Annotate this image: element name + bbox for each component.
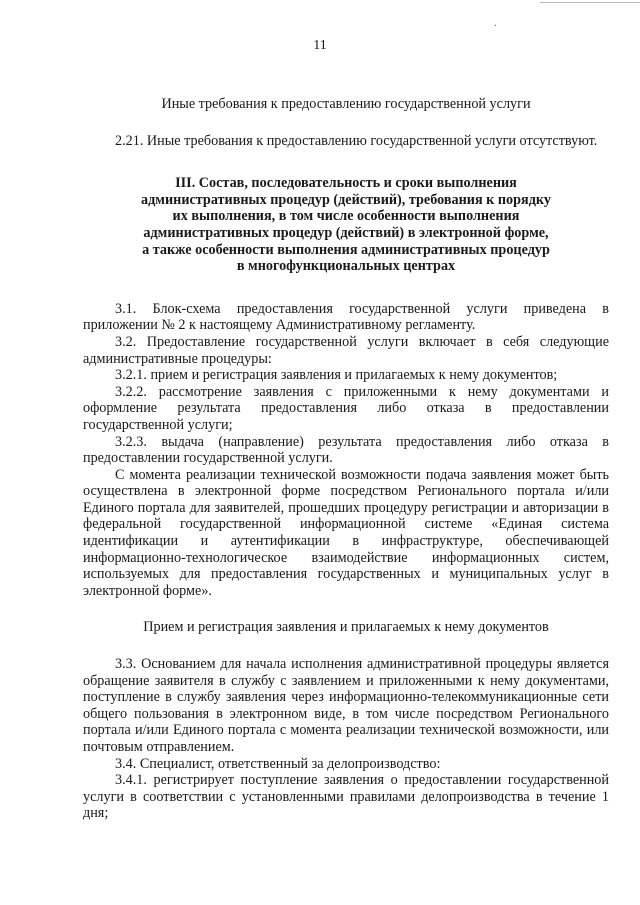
chapter-3-heading-line: в многофункциональных центрах <box>236 258 456 275</box>
chapter-3-heading-line: III. Состав, последовательность и сроки выполнения <box>175 175 517 192</box>
reception-heading: Прием и регистрация заявления и прилагаемых к нему документов <box>143 619 549 636</box>
chapter-3-heading-line: административных процедур (действий), требования к порядку <box>141 191 551 208</box>
paragraph-3-4: 3.4. Специалист, ответственный за делопроизводство: <box>115 755 441 772</box>
chapter-3-heading-line: их выполнения, в том числе особенности выполнения <box>172 208 520 225</box>
paragraph-3-1: 3.1. Блок-схема предоставления государственной услуги приведена в приложении № 2 к настоящему Административному регламенту. <box>83 300 609 334</box>
chapter-3-heading <box>83 175 609 275</box>
chapter-3-heading-line: административных процедур (действий) в электронной форме, <box>143 224 549 241</box>
paragraph-3-2-3: 3.2.3. выдача (направление) результата предоставления либо отказа в предоставлении государственной услуги. <box>83 433 609 467</box>
page-number: 11 <box>313 38 327 53</box>
other-requirements-heading: Иные требования к предоставлению государственной услуги <box>161 96 531 112</box>
paragraph-electronic-submission: С момента реализации технической возможности подача заявления может быть осуществлена в электронной форме посредством Регионального портала и/или Единого портала для заявителей, прошедших процедуру регистрации и авторизации в федеральной государственной информационной системе «Единая система идентификации и аутентификации в инфраструктуре, обеспечивающей информационно-технологическое взаимодействие информационных систем, используемых для предоставления государственных и муниципальных услуг в электронной форме». <box>83 466 609 599</box>
paragraph-3-2: 3.2. Предоставление государственной услуги включает в себя следующие административные процедуры: <box>83 333 609 367</box>
document-body <box>83 96 609 822</box>
chapter-3-heading-line: а также особенности выполнения административных процедур <box>142 241 550 258</box>
paragraph-3-2-1: 3.2.1. прием и регистрация заявления и прилагаемых к нему документов; <box>115 367 558 384</box>
paragraph-2-21: 2.21. Иные требования к предоставлению государственной услуги отсутствуют. <box>115 132 598 149</box>
paragraph-3-4-1: 3.4.1. регистрирует поступление заявления о предоставлении государственной услуги в соответствии с установленными правилами делопроизводства в течение 1 дня; <box>83 772 609 822</box>
top-edge-line <box>540 2 640 3</box>
corner-mark: . <box>494 18 497 29</box>
paragraph-3-2-2: 3.2.2. рассмотрение заявления с приложенными к нему документами и оформление результата предоставления либо отказа в предоставлении государственной услуги; <box>83 383 609 433</box>
paragraph-3-3: 3.3. Основанием для начала исполнения административной процедуры является обращение заявителя в службу с заявлением и приложенными к нему документами, поступление в службу заявления через информационно-телекоммуникационные сети общего пользования в электронном виде, в том числе посредством Регионального портала и/или Единого портала с момента реализации технической возможности, или почтовым отправлением. <box>83 656 609 755</box>
